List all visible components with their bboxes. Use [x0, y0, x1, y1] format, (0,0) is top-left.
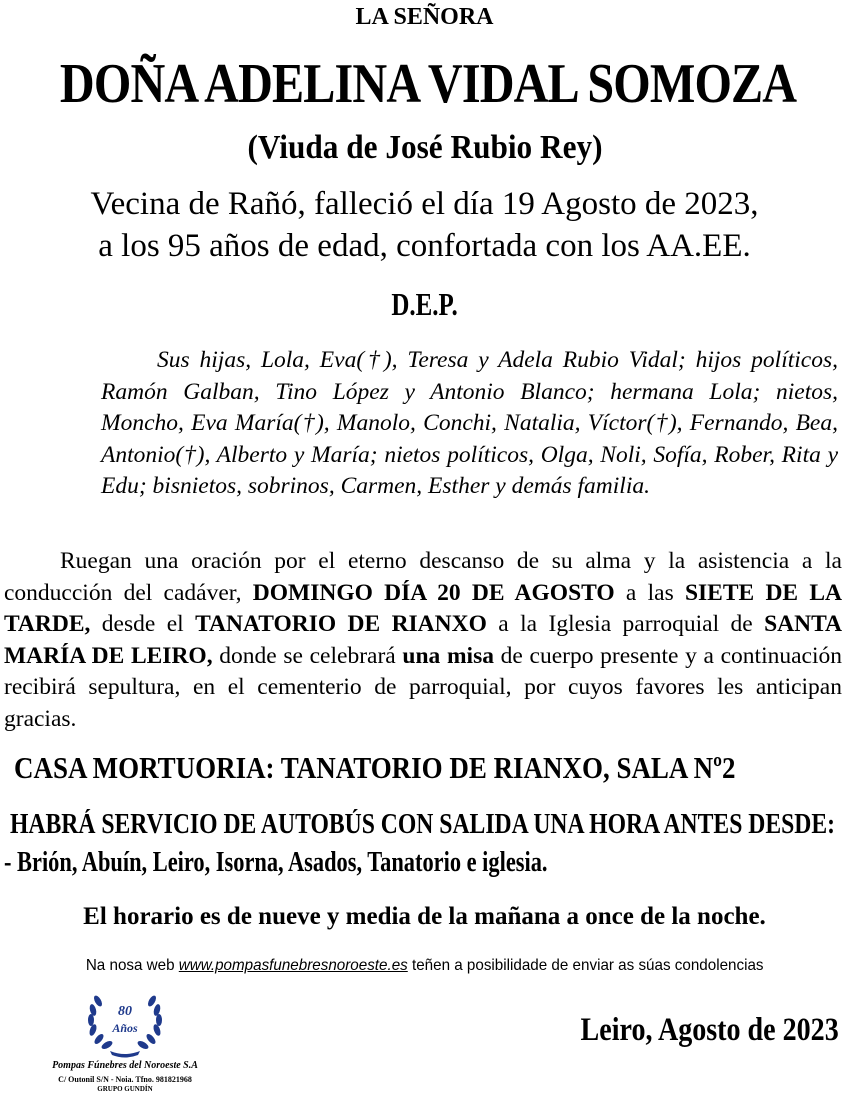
prayer-text: desde el	[90, 611, 196, 637]
place-date: Leiro, Agosto de 2023	[580, 1012, 839, 1048]
prayer-paragraph	[4, 546, 842, 735]
web-suffix: teñen a posibilidade de enviar as súas condolencias	[407, 957, 764, 974]
bus-stops: - Brión, Abuín, Leiro, Isorna, Asados, Tanatorio e iglesia.	[4, 847, 548, 878]
prayer-mass: una misa	[402, 642, 494, 669]
logo-group: GRUPO GUNDÍN	[97, 1085, 153, 1093]
death-notice-line-2: a los 95 años de edad, confortada con los AA.EE.	[98, 228, 751, 264]
logo-address: C/ Outonil S/N - Noia. Tfno. 981821968	[58, 1075, 192, 1084]
web-prefix: Na nosa web	[85, 957, 179, 974]
death-notice-line-1: Vecina de Rañó, falleció el día 19 Agosto de 2023,	[90, 186, 759, 222]
prayer-text: a la Iglesia parroquial de	[486, 611, 765, 637]
logo-word: Años	[112, 1021, 138, 1035]
widow-of: (Viuda de José Rubio Rey)	[246, 129, 603, 166]
dep-heading: D.E.P.	[391, 286, 458, 322]
logo-company-name: Pompas Fúnebres del Noroeste S.A	[52, 1060, 198, 1071]
prayer-text: de cuerpo presente y a continuación recibirá sepultura, en el cementerio de parroquial, por cuyos favores les anticipan gracias.	[4, 642, 843, 732]
prayer-date: DOMINGO DÍA 20 DE AGOSTO	[252, 579, 615, 606]
website-link[interactable]: www.pompasfunebresnoroeste.es	[178, 957, 408, 974]
prayer-text: Ruegan una oración por el eterno descanso de su alma y la asistencia a la conducción del cadáver,	[4, 548, 842, 606]
web-notice	[0, 957, 849, 975]
prayer-funeral-home: TANATORIO DE RIANXO	[195, 611, 487, 637]
schedule: El horario es de nueve y media de la mañana a once de la noche.	[83, 903, 766, 930]
deceased-name: DOÑA ADELINA VIDAL SOMOZA	[59, 53, 797, 115]
prayer-time: SIETE DE LA TARDE,	[4, 579, 843, 637]
bus-service-heading: HABRÁ SERVICIO DE AUTOBÚS CON SALIDA UNA HORA ANTES DESDE:	[10, 809, 836, 840]
prayer-church: SANTA MARÍA DE LEIRO,	[4, 611, 843, 669]
title-prefix: LA SEÑORA	[355, 4, 494, 30]
company-logo	[20, 985, 230, 1095]
prayer-text: donde se celebrará	[212, 642, 403, 669]
logo-number: 80	[118, 1004, 132, 1019]
family-paragraph: Sus hijas, Lola, Eva(†), Teresa y Adela Rubio Vidal; hijos políticos, Ramón Galban, Tino López y Antonio Blanco; hermana Lola; nietos, Moncho, Eva María(†), Manolo, Conchi, Natalia, Víctor(†), Fernando, Bea, Antonio(†), Alberto y María; nietos políticos, Olga, Noli, Sofía, Rober, Rita y Edu; bisnietos, sobrinos, Carmen, Esther y demás familia.	[101, 347, 838, 499]
laurel-wreath-icon	[80, 985, 170, 1059]
casa-mortuoria: CASA MORTUORIA: TANATORIO DE RIANXO, SALA Nº2	[14, 750, 736, 785]
prayer-text: a las	[614, 579, 685, 606]
